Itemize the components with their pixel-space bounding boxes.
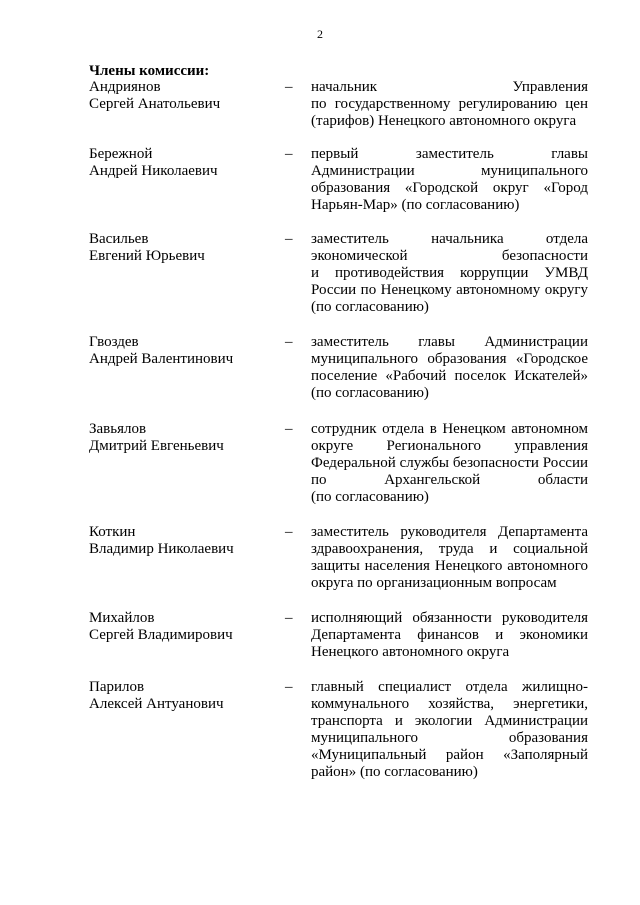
member-role [311, 146, 588, 214]
member-surname: Васильев [89, 231, 149, 247]
member-surname: Завьялов [89, 421, 147, 437]
member-given-names: Алексей Антуанович [89, 696, 224, 712]
member-role [311, 524, 588, 592]
member-dash: – [285, 146, 293, 162]
member-role-line: муниципального образования [311, 730, 588, 746]
member-surname: Андриянов [89, 79, 161, 95]
member-given-names: Дмитрий Евгеньевич [89, 438, 224, 454]
member-role-line: Администрации муниципального [311, 163, 588, 179]
member-role [311, 679, 588, 781]
member-role-line: исполняющий обязанности руководителя [311, 610, 588, 626]
member-role-line: Ненецкого автономного округа [311, 644, 510, 660]
section-heading: Члены комиссии: [89, 63, 210, 79]
member-role-line: Федеральной службы безопасности России [311, 455, 588, 471]
member-role [311, 79, 588, 130]
member-dash: – [285, 524, 293, 540]
member-name [89, 524, 284, 558]
member-dash: – [285, 679, 293, 695]
member-role-line: России по Ненецкому автономному округу [311, 282, 588, 298]
member-role-line: заместитель главы Администрации [311, 334, 588, 350]
member-role-line: первый заместитель главы [311, 146, 588, 162]
member-role-line: (по согласованию) [311, 489, 429, 505]
member-role-line: заместитель начальника отдела [311, 231, 588, 247]
member-role-line: заместитель руководителя Департамента [311, 524, 588, 540]
member-role-line: поселение «Рабочий поселок Искателей» [311, 368, 588, 384]
member-role-line: (по согласованию) [311, 385, 429, 401]
member-given-names: Владимир Николаевич [89, 541, 234, 557]
member-role-line: сотрудник отдела в Ненецком автономном [311, 421, 588, 437]
member-given-names: Андрей Валентинович [89, 351, 234, 367]
member-role [311, 610, 588, 661]
member-role-line: по Архангельской области [311, 472, 588, 488]
member-role [311, 334, 588, 402]
member-given-names: Сергей Анатольевич [89, 96, 221, 112]
member-name [89, 231, 284, 265]
member-name [89, 79, 284, 113]
member-role-line: (тарифов) Ненецкого автономного округа [311, 113, 577, 129]
member-role-line: округе Регионального управления [311, 438, 588, 454]
page-number: 2 [317, 27, 323, 41]
member-role [311, 231, 588, 316]
member-role-line: Нарьян-Мар» (по согласованию) [311, 197, 520, 213]
member-role-line: транспорта и экологии Администрации [311, 713, 588, 729]
member-role-line: «Муниципальный район «Заполярный [311, 747, 588, 763]
member-role-line: коммунального хозяйства, энергетики, [311, 696, 588, 712]
member-role-line: Департамента финансов и экономики [311, 627, 588, 643]
member-role-line: защиты населения Ненецкого автономного [311, 558, 588, 574]
member-surname: Михайлов [89, 610, 155, 626]
member-name [89, 334, 284, 368]
member-role-line: муниципального образования «Городское [311, 351, 588, 367]
member-dash: – [285, 334, 293, 350]
member-name [89, 679, 284, 713]
member-role-line: образования «Городской округ «Город [311, 180, 588, 196]
member-surname: Коткин [89, 524, 136, 540]
member-role-line: по государственному регулированию цен [311, 96, 588, 112]
member-role-line: район» (по согласованию) [311, 764, 478, 780]
member-role-line: главный специалист отдела жилищно- [311, 679, 588, 695]
member-given-names: Андрей Николаевич [89, 163, 218, 179]
member-surname: Гвоздев [89, 334, 139, 350]
member-role-line: начальник Управления [311, 79, 588, 95]
member-role-line: (по согласованию) [311, 299, 429, 315]
member-dash: – [285, 79, 293, 95]
member-role-line: здравоохранения, труда и социальной [311, 541, 588, 557]
member-role-line: округа по организационным вопросам [311, 575, 557, 591]
member-role-line: и противодействия коррупции УМВД [311, 265, 588, 281]
member-name [89, 421, 284, 455]
member-dash: – [285, 231, 293, 247]
member-dash: – [285, 610, 293, 626]
member-name [89, 610, 284, 644]
member-dash: – [285, 421, 293, 437]
member-surname: Парилов [89, 679, 145, 695]
member-surname: Бережной [89, 146, 153, 162]
member-role-line: экономической безопасности [311, 248, 588, 264]
member-role [311, 421, 588, 506]
member-given-names: Евгений Юрьевич [89, 248, 205, 264]
member-given-names: Сергей Владимирович [89, 627, 233, 643]
member-name [89, 146, 284, 180]
